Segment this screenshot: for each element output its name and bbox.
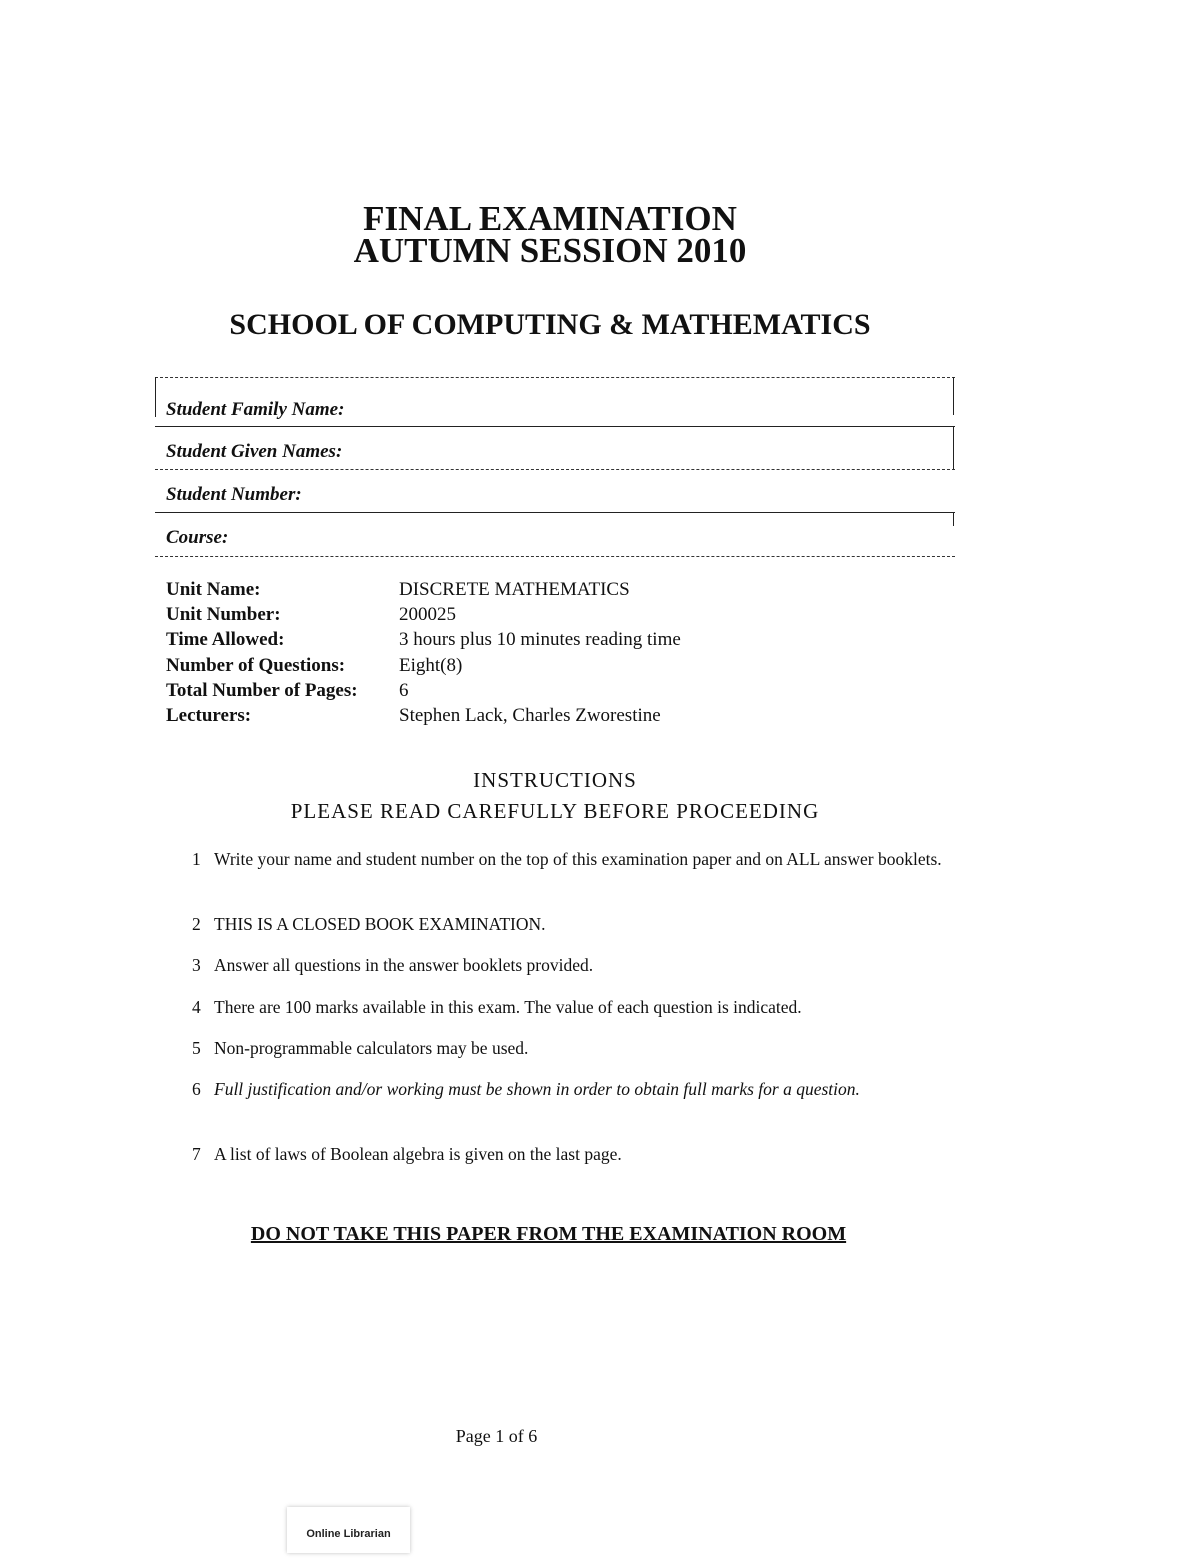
detail-row-lecturers — [166, 703, 866, 728]
box-right-border-2 — [953, 426, 954, 470]
student-number-line[interactable] — [155, 512, 955, 513]
instruction-text: THIS IS A CLOSED BOOK EXAMINATION. — [214, 914, 546, 934]
given-names-line[interactable] — [155, 469, 955, 470]
instruction-number: 7 — [192, 1144, 201, 1164]
exam-title: FINAL EXAMINATION — [363, 199, 737, 238]
watermark-badge: Online Librarian — [287, 1507, 410, 1553]
instruction-number: 5 — [192, 1038, 201, 1058]
family-name-line[interactable] — [155, 426, 955, 427]
instruction-number: 4 — [192, 997, 201, 1017]
detail-label: Unit Name: — [166, 579, 261, 600]
box-left-border — [155, 377, 156, 417]
box-right-border — [953, 377, 954, 415]
course-line[interactable] — [155, 556, 955, 557]
detail-value: Eight(8) — [399, 655, 463, 676]
instruction-number: 2 — [192, 914, 201, 934]
school-name: SCHOOL OF COMPUTING & MATHEMATICS — [229, 308, 871, 341]
instruction-text: Non-programmable calculators may be used. — [214, 1038, 529, 1058]
detail-value: DISCRETE MATHEMATICS — [399, 579, 630, 600]
student-details-box — [155, 377, 955, 559]
detail-label: Total Number of Pages: — [166, 680, 358, 701]
detail-value: Stephen Lack, Charles Zworestine — [399, 705, 661, 726]
detail-label: Number of Questions: — [166, 655, 346, 676]
student-number-label: Student Number: — [166, 484, 302, 505]
detail-row-unit-name — [166, 577, 866, 602]
instruction-text: Answer all questions in the answer booklets provided. — [214, 955, 594, 975]
exam-session: AUTUMN SESSION 2010 — [353, 231, 747, 270]
instruction-number: 3 — [192, 955, 201, 975]
detail-row-time-allowed — [166, 627, 866, 652]
instructions-subtitle: PLEASE READ CAREFULLY BEFORE PROCEEDING — [290, 799, 820, 823]
detail-value: 6 — [399, 680, 409, 701]
instruction-number: 1 — [192, 849, 201, 869]
page-number: Page 1 of 6 — [455, 1426, 538, 1446]
detail-label: Time Allowed: — [166, 629, 285, 650]
exam-room-warning: DO NOT TAKE THIS PAPER FROM THE EXAMINATION ROOM — [250, 1223, 847, 1245]
detail-label: Lecturers: — [166, 705, 252, 726]
instruction-text: There are 100 marks available in this exam. The value of each question is indicated. — [214, 997, 802, 1017]
instruction-number: 6 — [192, 1079, 201, 1099]
detail-value: 3 hours plus 10 minutes reading time — [399, 629, 681, 650]
instructions-title: INSTRUCTIONS — [473, 768, 637, 792]
given-names-label: Student Given Names: — [166, 441, 343, 462]
detail-label: Unit Number: — [166, 604, 281, 625]
instruction-text: Write your name and student number on the top of this examination paper and on ALL answer booklets. — [214, 849, 942, 869]
box-top-border — [155, 377, 955, 378]
course-label: Course: — [166, 527, 229, 548]
detail-row-number-of-questions — [166, 653, 866, 678]
detail-row-total-pages — [166, 678, 866, 703]
box-right-border-3 — [953, 512, 954, 526]
detail-row-unit-number — [166, 602, 866, 627]
instruction-text: Full justification and/or working must be shown in order to obtain full marks for a question. — [214, 1079, 860, 1099]
detail-value: 200025 — [399, 604, 456, 625]
instruction-text: A list of laws of Boolean algebra is given on the last page. — [214, 1144, 622, 1164]
family-name-label: Student Family Name: — [166, 399, 345, 420]
